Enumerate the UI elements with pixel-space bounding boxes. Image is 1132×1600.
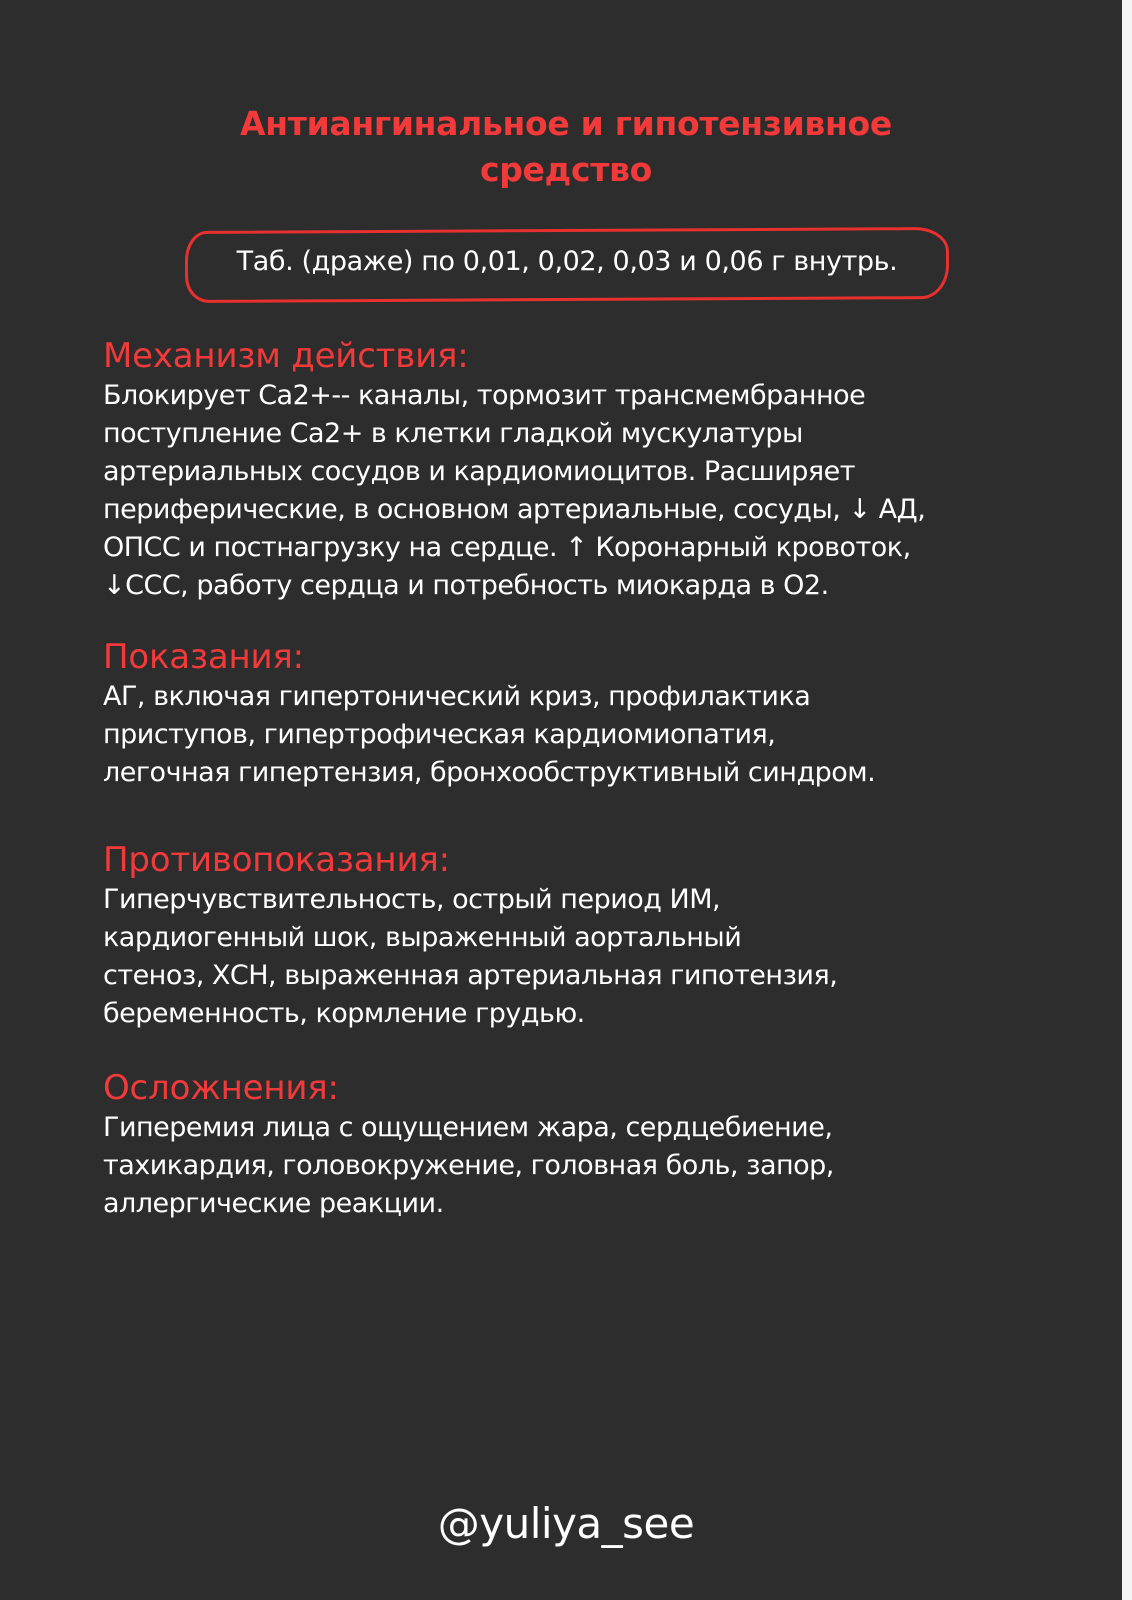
title-line-2: средство — [479, 150, 653, 189]
complications-line: аллергические реакции. — [103, 1188, 444, 1219]
author-handle: @yuliya_see — [437, 1499, 695, 1548]
indications-line: приступов, гипертрофическая кардиомиопатия, — [103, 719, 776, 750]
mechanism-line: ОПСС и постнагрузку на сердце. ↑ Коронарный кровоток, — [103, 532, 911, 563]
title-line-1: Антиангинальное и гипотензивное — [240, 104, 892, 143]
dosage-text: Таб. (драже) по 0,01, 0,02, 0,03 и 0,06 г внутрь. — [236, 246, 898, 277]
indications-heading: Показания: — [103, 637, 304, 677]
complications-line: Гиперемия лица с ощущением жара, сердцебиение, — [103, 1112, 833, 1143]
indications-line: АГ, включая гипертонический криз, профилактика — [103, 681, 811, 712]
mechanism-body — [103, 377, 1063, 605]
mechanism-line: периферические, в основном артериальные, сосуды, ↓ АД, — [103, 494, 926, 525]
mechanism-line: артериальных сосудов и кардиомиоцитов. Расширяет — [103, 456, 856, 487]
right-edge-strip — [1122, 0, 1132, 1600]
contraindications-line: стеноз, ХСН, выраженная артериальная гипотензия, — [103, 960, 838, 991]
indications-line: легочная гипертензия, бронхообструктивный синдром. — [103, 757, 876, 788]
contraindications-body — [103, 881, 1063, 1033]
contraindications-line: Гиперчувствительность, острый период ИМ, — [103, 884, 721, 915]
mechanism-section — [103, 335, 1063, 605]
page-title — [0, 101, 1132, 193]
mechanism-line: ↓ССС, работу сердца и потребность миокарда в О2. — [103, 570, 829, 601]
contraindications-heading: Противопоказания: — [103, 840, 450, 880]
complications-line: тахикардия, головокружение, головная боль, запор, — [103, 1150, 834, 1181]
contraindications-section — [103, 839, 1063, 1033]
mechanism-line: Блокирует Ca2+-- каналы, тормозит трансмембранное — [103, 380, 866, 411]
contraindications-line: беременность, кормление грудью. — [103, 998, 585, 1029]
contraindications-line: кардиогенный шок, выраженный аортальный — [103, 922, 742, 953]
indications-section — [103, 636, 1063, 792]
mechanism-heading: Механизм действия: — [103, 336, 469, 376]
indications-body — [103, 678, 1063, 792]
complications-heading: Осложнения: — [103, 1068, 339, 1108]
mechanism-line: поступление Ca2+ в клетки гладкой мускулатуры — [103, 418, 803, 449]
complications-section — [103, 1067, 1063, 1223]
complications-body — [103, 1109, 1063, 1223]
